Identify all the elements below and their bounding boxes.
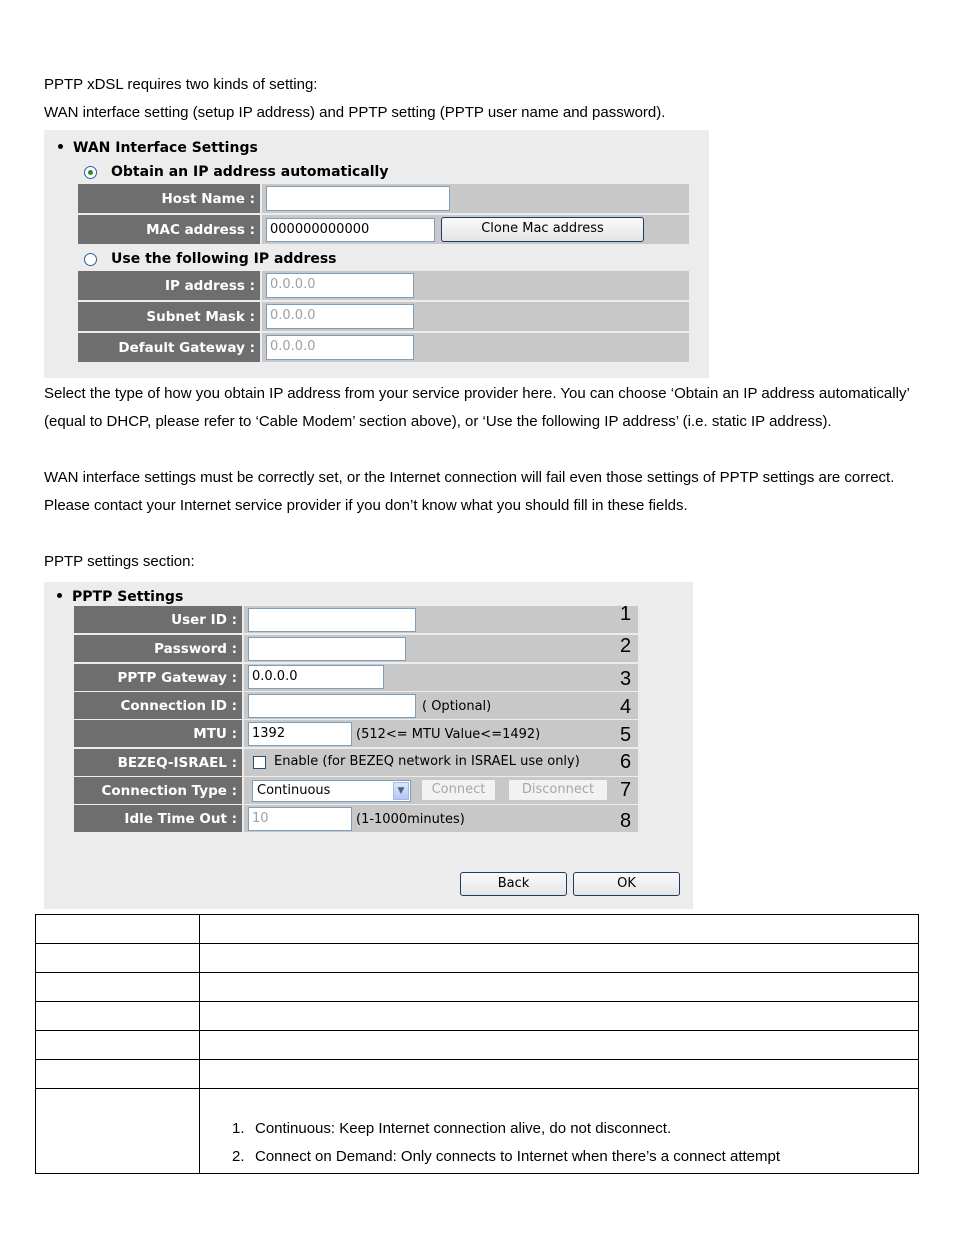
- callout-number-1: 1: [620, 603, 632, 625]
- idle-time-out-label: Idle Time Out :: [74, 805, 242, 832]
- radio-use-static[interactable]: [84, 251, 337, 267]
- bullet-icon: [58, 144, 63, 149]
- back-button[interactable]: Back: [460, 872, 567, 896]
- user-id-label: User ID :: [74, 606, 242, 633]
- pptp-gateway-row: [74, 664, 638, 691]
- idle-time-out-note: (1-1000minutes): [356, 812, 465, 827]
- pptp-section-label: PPTP settings section:: [44, 553, 195, 570]
- callout-number-7: 7: [620, 779, 632, 801]
- radio-obtain-auto-label: Obtain an IP address automatically: [111, 164, 389, 180]
- connection-id-input[interactable]: [248, 694, 416, 718]
- default-gateway-label: Default Gateway :: [78, 333, 260, 362]
- ip-address-row: [78, 271, 689, 300]
- host-name-input[interactable]: [266, 186, 450, 211]
- table-row: [36, 944, 919, 973]
- clone-mac-button[interactable]: Clone Mac address: [441, 217, 644, 242]
- pptp-settings-title: PPTP Settings: [72, 589, 184, 605]
- chevron-down-icon[interactable]: ▼: [393, 782, 409, 800]
- idle-time-out-row: [74, 805, 638, 832]
- idle-time-out-input[interactable]: 10: [248, 807, 352, 831]
- default-gateway-row: [78, 333, 689, 362]
- default-gateway-input[interactable]: 0.0.0.0: [266, 335, 414, 360]
- intro-line-1: PPTP xDSL requires two kinds of setting:: [44, 76, 318, 93]
- user-id-input[interactable]: [248, 608, 416, 632]
- callout-number-3: 3: [620, 668, 632, 690]
- connection-type-row: [74, 777, 638, 804]
- table-row: [36, 1002, 919, 1031]
- table-row: [36, 915, 919, 944]
- pptp-gateway-input[interactable]: 0.0.0.0: [248, 665, 384, 689]
- radio-unselected-icon: [84, 253, 97, 266]
- mtu-input[interactable]: 1392: [248, 722, 352, 746]
- password-label: Password :: [74, 635, 242, 662]
- ip-address-label: IP address :: [78, 271, 260, 300]
- connection-type-value: Continuous: [257, 783, 331, 798]
- intro-line-2: WAN interface setting (setup IP address) and PPTP setting (PPTP user name and password).: [44, 104, 666, 121]
- host-name-label: Host Name :: [78, 184, 260, 213]
- list-item-number: 2.: [232, 1148, 245, 1165]
- mtu-row: [74, 720, 638, 747]
- subnet-mask-input[interactable]: 0.0.0.0: [266, 304, 414, 329]
- bezeq-enable-checkbox[interactable]: [253, 756, 266, 769]
- callout-number-6: 6: [620, 751, 632, 773]
- pptp-settings-panel: [44, 582, 693, 909]
- bezeq-enable-label: Enable (for BEZEQ network in ISRAEL use only): [274, 754, 580, 769]
- host-name-row: [78, 184, 689, 213]
- ip-address-input[interactable]: 0.0.0.0: [266, 273, 414, 298]
- bullet-icon: [57, 593, 62, 598]
- mac-address-row: [78, 215, 689, 244]
- wan-settings-panel: [44, 130, 709, 378]
- connection-id-row: [74, 692, 638, 719]
- explain-paragraph-2: WAN interface settings must be correctly set, or the Internet connection will fail even those settings of PPTP settings are correct. Please contact your Internet service provider if you don’t know what you should fill in these fields.: [44, 469, 895, 514]
- password-row: [74, 635, 638, 662]
- list-item-number: 1.: [232, 1120, 245, 1137]
- pptp-gateway-label: PPTP Gateway :: [74, 664, 242, 691]
- bezeq-israel-label: BEZEQ-ISRAEL :: [74, 749, 242, 776]
- wan-settings-title: WAN Interface Settings: [73, 140, 258, 156]
- subnet-mask-row: [78, 302, 689, 331]
- radio-obtain-auto[interactable]: [84, 164, 388, 180]
- connection-id-optional-note: ( Optional): [422, 699, 492, 714]
- list-item-text: Connect on Demand: Only connects to Internet when there’s a connect attempt: [255, 1148, 781, 1165]
- table-row: [36, 1031, 919, 1060]
- radio-use-static-label: Use the following IP address: [111, 251, 337, 267]
- callout-number-8: 8: [620, 810, 632, 832]
- connect-button[interactable]: Connect: [421, 779, 496, 801]
- table-row: [36, 973, 919, 1002]
- connection-type-label: Connection Type :: [74, 777, 242, 804]
- callout-number-2: 2: [620, 635, 632, 657]
- password-input[interactable]: [248, 637, 406, 661]
- disconnect-button[interactable]: Disconnect: [508, 779, 608, 801]
- subnet-mask-label: Subnet Mask :: [78, 302, 260, 331]
- mtu-range-note: (512<= MTU Value<=1492): [356, 727, 541, 742]
- list-item: [232, 1143, 781, 1171]
- callout-number-4: 4: [620, 696, 632, 718]
- ok-button[interactable]: OK: [573, 872, 680, 896]
- callout-number-5: 5: [620, 724, 632, 746]
- explain-paragraph-1: Select the type of how you obtain IP address from your service provider here. You can choose ‘Obtain an IP address automatically’ (equal to DHCP, please refer to ‘Cable Modem’ section above), or ‘Use the following IP address’ (i.e. static IP address).: [44, 385, 910, 430]
- user-id-row: [74, 606, 638, 633]
- radio-selected-icon: [84, 166, 97, 179]
- mac-address-label: MAC address :: [78, 215, 260, 244]
- mtu-label: MTU :: [74, 720, 242, 747]
- table-row: [36, 1060, 919, 1089]
- list-item-text: Continuous: Keep Internet connection alive, do not disconnect.: [255, 1120, 672, 1137]
- mac-address-input[interactable]: 000000000000: [266, 218, 435, 242]
- connection-id-label: Connection ID :: [74, 692, 242, 719]
- connection-type-select[interactable]: [252, 780, 411, 802]
- bezeq-israel-row: [74, 749, 638, 776]
- list-item: [232, 1115, 672, 1143]
